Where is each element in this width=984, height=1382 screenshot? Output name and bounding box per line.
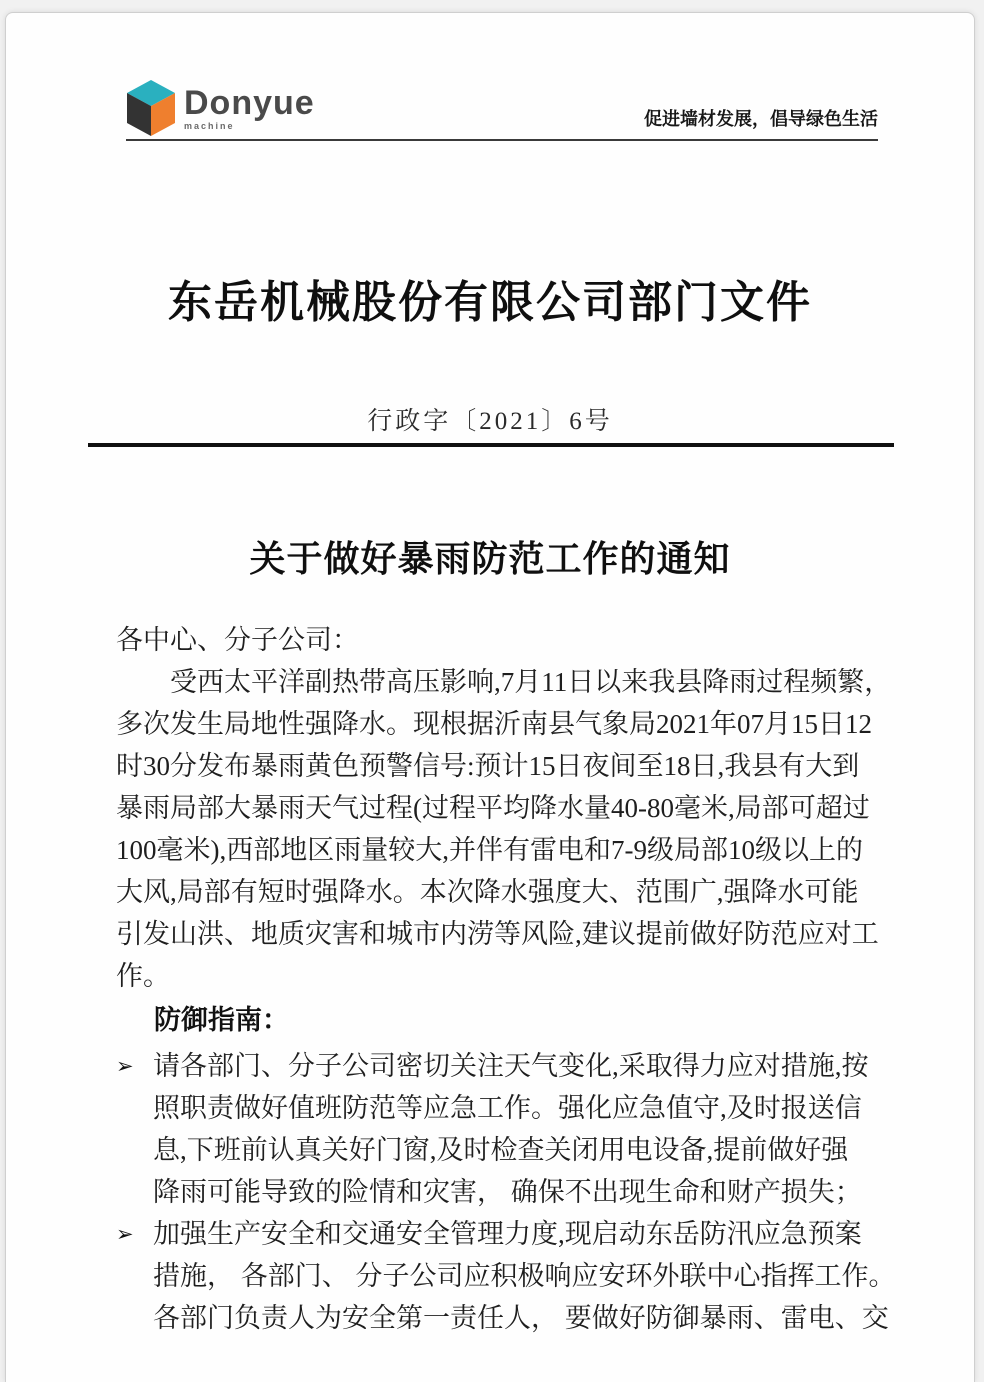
cube-logo-icon [126, 79, 176, 137]
intro-paragraph [116, 661, 892, 997]
text-line: 受西太平洋副热带高压影响,7月11日以来我县降雨过程频繁， [170, 667, 892, 697]
bullet-item [116, 1213, 896, 1339]
letterhead [126, 79, 878, 141]
title-separator-rule [88, 443, 894, 447]
brand-name: Donyue [184, 84, 315, 122]
text-line: 作。 [116, 961, 170, 991]
guide-heading: 防御指南： [154, 1005, 289, 1035]
text-line: 请各部门、分子公司密切关注天气变化,采取得力应对措施,按 [153, 1051, 869, 1081]
text-line: 加强生产安全和交通安全管理力度,现启动东岳防汛应急预案 [153, 1219, 862, 1249]
text-line: 引发山洪、地质灾害和城市内涝等风险,建议提前做好防范应对工 [116, 919, 879, 949]
text-line: 100毫米),西部地区雨量较大,并伴有雷电和7-9级局部10级以上的 [116, 835, 863, 865]
text-line: 措施， 各部门、 分子公司应积极响应安环外联中心指挥工作。 [153, 1261, 896, 1291]
document-body [116, 619, 896, 1339]
bullet-text [153, 1213, 896, 1339]
text-line: 多次发生局地性强降水。现根据沂南县气象局2021年07月15日12 [116, 709, 872, 739]
text-line: 暴雨局部大暴雨天气过程(过程平均降水量40-80毫米,局部可超过 [116, 793, 870, 823]
company-logo [126, 79, 315, 137]
document-page [5, 12, 975, 1382]
brand-subtitle: machine [184, 121, 235, 131]
salutation: 各中心、分子公司： [116, 625, 359, 655]
text-line: 降雨可能导致的险情和灾害， 确保不出现生命和财产损失； [153, 1177, 862, 1207]
company-slogan: 促进墙材发展，倡导绿色生活 [644, 109, 878, 129]
document-number: 行政字〔2021〕6号 [367, 408, 613, 435]
subject-title: 关于做好暴雨防范工作的通知 [249, 539, 731, 579]
document-title: 东岳机械股份有限公司部门文件 [168, 278, 812, 327]
bullet-text [153, 1045, 886, 1213]
text-line: 息,下班前认真关好门窗,及时检查关闭用电设备,提前做好强 [153, 1135, 849, 1165]
arrow-bullet-icon: ➢ [116, 1054, 134, 1078]
brand-text-block [184, 84, 315, 131]
bullet-list [116, 1045, 896, 1339]
text-line: 时30分发布暴雨黄色预警信号:预计15日夜间至18日,我县有大到 [116, 751, 860, 781]
arrow-bullet-icon: ➢ [116, 1222, 134, 1246]
text-line: 照职责做好值班防范等应急工作。强化应急值守,及时报送信 [153, 1093, 862, 1123]
text-line: 各部门负责人为安全第一责任人， 要做好防御暴雨、雷电、交 [153, 1303, 889, 1333]
bullet-item [116, 1045, 886, 1213]
text-line: 大风,局部有短时强降水。本次降水强度大、范围广,强降水可能 [116, 877, 859, 907]
